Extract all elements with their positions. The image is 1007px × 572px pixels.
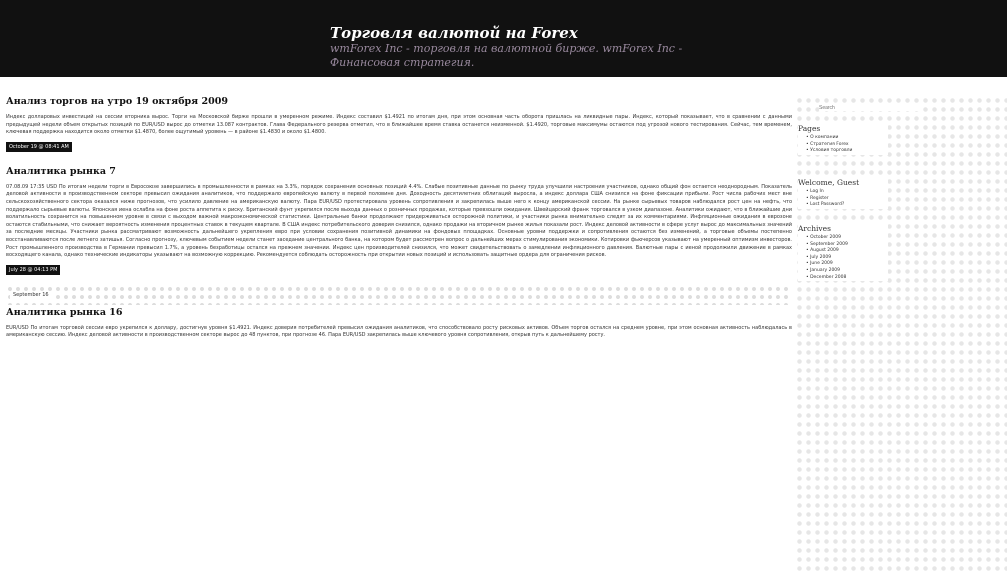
post-timestamp[interactable]: October 19 @ 08:41 AM bbox=[6, 142, 72, 152]
welcome-widget bbox=[798, 178, 888, 209]
archive-link[interactable]: • January 2009 bbox=[806, 268, 888, 275]
main-content bbox=[6, 96, 792, 572]
site-header bbox=[0, 0, 1007, 77]
register-link[interactable]: • Register bbox=[806, 196, 888, 203]
site-title[interactable]: Торговля валютой на Forex bbox=[330, 24, 578, 42]
post bbox=[6, 307, 792, 340]
post-body: 07.08.09 17:35 USD По итогам недели торги в Евросоюзе завершились в промышленности в рамках на 3.3%, порядок сохранения основных позиций 4.4%. Слабые позитивные данные по рынку труда улучшили настроения участников, однако общий фон остается неоднородным. Показатель деловой активности в производственном секторе превысил ожидания аналитиков, что поддержало европейскую валюту в первой половине дня. Доходность десятилетних облигаций выросла, а индекс доллара США снизился на фоне фиксации прибыли. Рост числа рабочих мест вне сельскохозяйственного сектора оказался ниже прогнозов, что усилило давление на американскую валюту. Пара EUR/USD протестировала уровень сопротивления и закрепилась выше него к концу американской сессии. На рынке сырьевых товаров наблюдался рост цен на нефть, что поддержало сырьевые валюты. Японская иена ослабла на фоне роста аппетита к риску. Британский фунт укрепился после выхода данных о розничных продажах, которые превзошли ожидания. Швейцарский франк торговался в узком диапазоне. Аналитики ожидают, что в ближайшие дни волатильность сохранится на повышенном уровне в связи с выходом важной макроэкономической статистики. Центральные банки продолжают придерживаться осторожной политики, и участники рынка внимательно следят за их комментариями. Инфляционные ожидания в еврозоне остаются стабильными, что снижает вероятность изменения процентных ставок в текущем квартале. В США индекс потребительского доверия снизился, однако продажи на вторичном рынке жилья показали рост. Индекс деловой активности в сфере услуг вырос до максимальных значений за последние месяцы. Участники рынка рассматривают возможность дальнейшего укрепления евро при условии сохранения позитивной динамики на фондовых площадках. Основные уровни поддержки и сопротивления остаются без изменений, а торговые объемы постепенно восстанавливаются после летнего затишья. Согласно прогнозу, ключевым событием недели станет заседание центрального банка, на котором будет рассмотрен вопрос о дальнейших мерах стимулирования экономики. Котировки фьючерсов указывают на умеренный оптимизм инвесторов. Рост промышленного производства в Германии превысил 1.7%, а уровень безработицы остался на прежнем значении. Индекс цен производителей снизился, что может свидетельствовать о замедлении инфляционного давления. Валютные пары с иеной продолжили движение в рамках восходящего канала, однако технические индикаторы указывают на возможную коррекцию. Рекомендуется соблюдать осторожность при открытии новых позиций и использовать защитные ордера для ограничения рисков. bbox=[6, 183, 792, 259]
page-link[interactable]: • Стратегия Forex bbox=[806, 142, 888, 149]
archive-link[interactable]: • December 2008 bbox=[806, 275, 888, 282]
post-meta bbox=[6, 265, 792, 275]
widget-title: Archives bbox=[798, 224, 831, 233]
archive-link[interactable]: • July 2009 bbox=[806, 255, 888, 262]
post bbox=[6, 166, 792, 275]
archive-link[interactable]: • October 2009 bbox=[806, 235, 888, 242]
archive-link[interactable]: • September 2009 bbox=[806, 242, 888, 249]
widget-title: Welcome, Guest bbox=[798, 178, 860, 187]
post bbox=[6, 96, 792, 152]
archive-link[interactable]: • June 2009 bbox=[806, 261, 888, 268]
post-body: Индекс долларовых инвестиций на сессии вторника вырос. Торги на Московской бирже прошли в умеренном режиме. Индекс составил $1.4921 по итогам дня, при этом основная часть оборота пришлась на ликвидные пары. Индекс, который показывает, что в сравнении с данными предыдущей недели объем открытых позиций по EUR/USD вырос до отметки 13.087 контрактов. Глава Федерального резерва отметил, что в ближайшее время ставка останется неизменной. $1.4920, торговые максимумы остаются под угрозой нового тестирования. Сейчас, тем временем, ключевая поддержка находится около отметки $1.4870, более ощутимый уровень — в районе $1.4830 и около $1.4800. bbox=[6, 114, 792, 136]
sidebar bbox=[795, 96, 1007, 572]
post-body: EUR/USD По итогам торговой сессии евро укрепился к доллару, достигнув уровня $1.4921. Индекс доверия потребителей превысил ожидания аналитиков, что способствовало росту рисковых активов. Объем торгов остался на среднем уровне, при этом основная активность наблюдалась в американскую сессию. Индекс деловой активности в производственном секторе вырос до 48 пунктов, при прогнозе 46. Пара EUR/USD закрепилась выше ключевого уровня сопротивления, открыв путь к дальнейшему росту. bbox=[6, 324, 792, 339]
widget-title: Pages bbox=[798, 124, 821, 133]
lost-password-link[interactable]: • Lost Password? bbox=[806, 202, 888, 209]
site-description: wmForex Inc - торговля на валютной бирже. wmForex Inc - Финансовая стратегия. bbox=[330, 42, 683, 69]
date-divider bbox=[6, 285, 792, 305]
login-link[interactable]: • Log In bbox=[806, 189, 888, 196]
page-link[interactable]: • О компании bbox=[806, 135, 888, 142]
post-title[interactable]: Аналитика рынка 16 bbox=[6, 306, 123, 318]
post-title[interactable]: Анализ торгов на утро 19 октября 2009 bbox=[6, 96, 228, 107]
post-title[interactable]: Аналитика рынка 7 bbox=[6, 165, 116, 177]
search-input[interactable] bbox=[819, 104, 919, 111]
post-timestamp[interactable]: July 28 @ 04:13 PM bbox=[6, 265, 60, 275]
date-label: September 16 bbox=[10, 291, 52, 299]
page-link[interactable]: • Условия торговли bbox=[806, 148, 888, 155]
archive-link[interactable]: • August 2009 bbox=[806, 248, 888, 255]
archives-widget bbox=[798, 224, 888, 281]
pages-widget bbox=[798, 124, 888, 155]
post-meta bbox=[6, 142, 792, 152]
